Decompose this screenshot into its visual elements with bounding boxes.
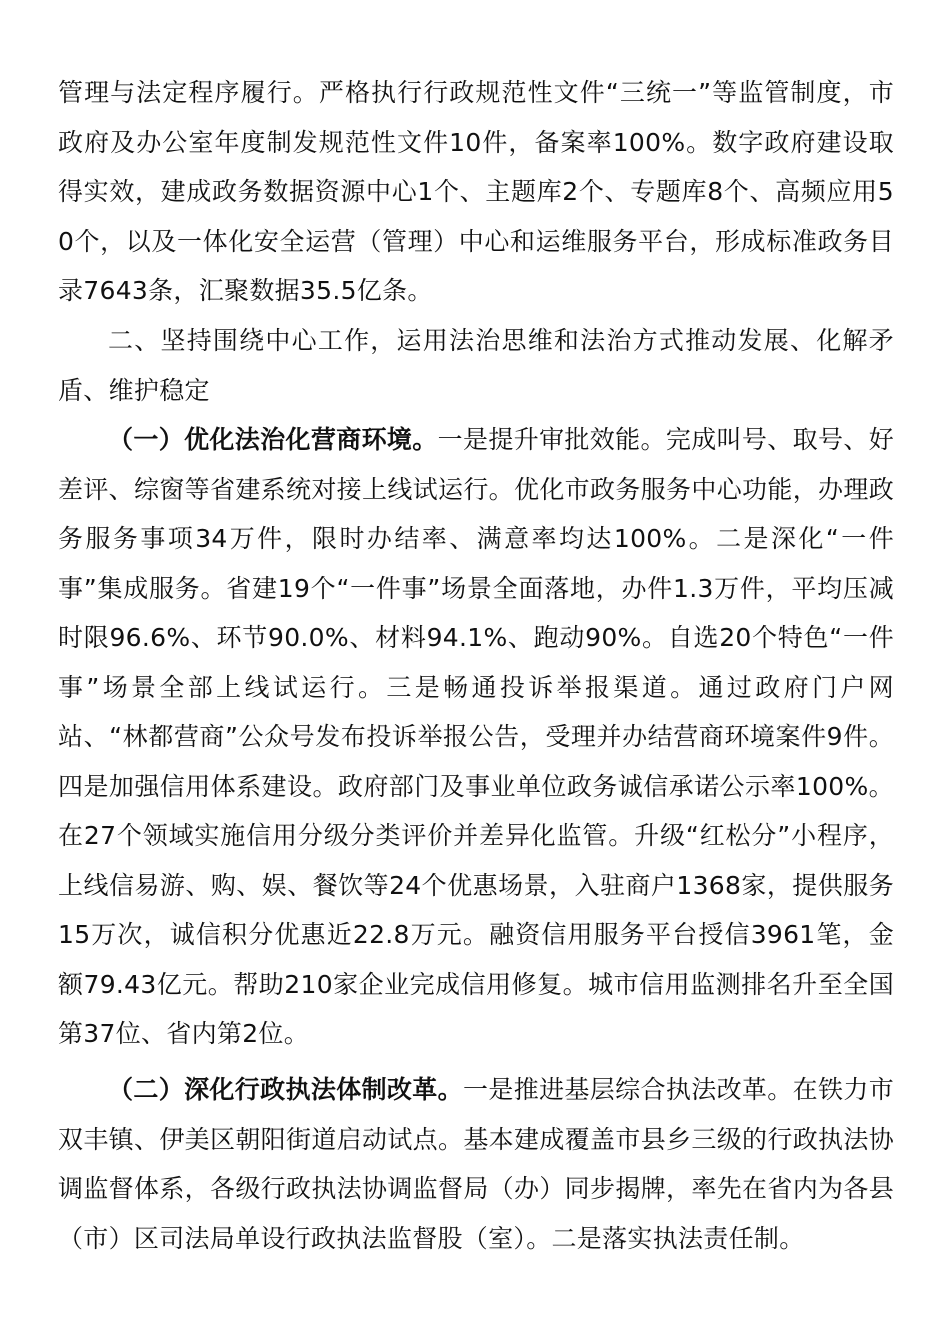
paragraph-law-enforcement-reform — [58, 1065, 894, 1263]
section-heading-two — [58, 316, 894, 415]
paragraph-text: 二、坚持围绕中心工作，运用法治思维和法治方式推动发展、化解矛盾、维护稳定 — [58, 326, 894, 405]
paragraph-text: 一是推进基层综合执法改革。在铁力市双丰镇、伊美区朝阳街道启动试点。基本建成覆盖市县乡三级的行政执法协调监督体系，各级行政执法协调监督局（办）同步揭牌，率先在省内为各县（市）区司法局单设行政执法监督股（室）。二是落实执法责任制。 — [58, 1075, 895, 1253]
paragraph-lead-heading: （二）深化行政执法体制改革。 — [108, 1075, 463, 1104]
paragraph-business-environment — [58, 415, 894, 1059]
paragraph-lead-heading: （一）优化法治化营商环境。 — [108, 425, 438, 454]
paragraph-text: 管理与法定程序履行。严格执行行政规范性文件“三统一”等监管制度，市政府及办公室年度制发规范性文件10件，备案率100%。数字政府建设取得实效，建成政务数据资源中心1个、主题库2个、专题库8个、高频应用50个，以及一体化安全运营（管理）中心和运维服务平台，形成标准政务目录7643条，汇聚数据35.5亿条。 — [58, 78, 894, 305]
paragraph-text: 一是提升审批效能。完成叫号、取号、好差评、综窗等省建系统对接上线试运行。优化市政务服务中心功能，办理政务服务事项34万件，限时办结率、满意率均达100%。二是深化“一件事”集成服务。省建19个“一件事”场景全面落地，办件1.3万件，平均压减时限96.6%、环节90.0%、材料94.1%、跑动90%。自选20个特色“一件事”场景全部上线试运行。三是畅通投诉举报渠道。通过政府门户网站、“林都营商”公众号发布投诉举报公告，受理并办结营商环境案件9件。四是加强信用体系建设。政府部门及事业单位政务诚信承诺公示率100%。在27个领域实施信用分级分类评价并差异化监管。升级“红松分”小程序，上线信易游、购、娱、餐饮等24个优惠场景，入驻商户1368家，提供服务15万次，诚信积分优惠近22.8万元。融资信用服务平台授信3961笔，金额79.43亿元。帮助210家企业完成信用修复。城市信用监测排名升至全国第37位、省内第2位。 — [58, 425, 894, 1048]
paragraph-digital-government — [58, 68, 894, 316]
